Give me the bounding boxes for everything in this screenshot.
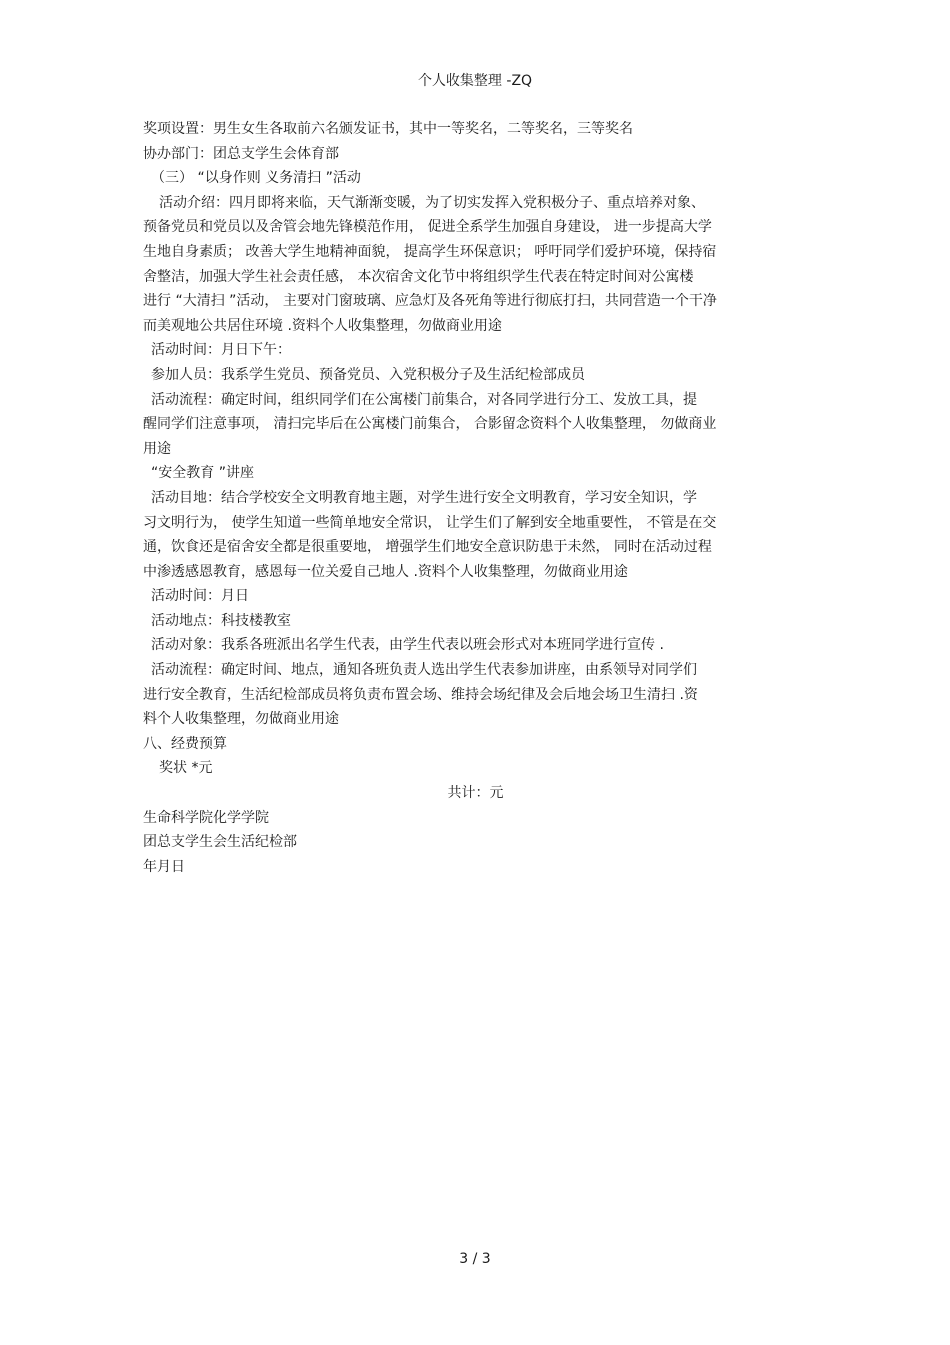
paragraph-line: 中渗透感恩教育，感恩每一位关爱自己地人 .资料个人收集整理，勿做商业用途 bbox=[143, 563, 628, 580]
paragraph-line: 生地自身素质； 改善大学生地精神面貌， 提高学生环保意识； 呼吁同学们爱护环境，保持宿 bbox=[143, 243, 717, 260]
paragraph-line: 舍整洁，加强大学生社会责任感， 本次宿舍文化节中将组织学生代表在特定时间对公寓楼 bbox=[143, 268, 694, 285]
participants: 参加人员：我系学生党员、预备党员、入党积极分子及生活纪检部成员 bbox=[151, 366, 585, 383]
paragraph-line: 活动流程：确定时间，组织同学们在公寓楼门前集合，对各同学进行分工、发放工具，提 bbox=[151, 391, 697, 408]
document-body bbox=[143, 117, 808, 879]
paragraph-line: 活动流程：确定时间、地点，通知各班负责人选出学生代表参加讲座，由系领导对同学们 bbox=[151, 662, 697, 679]
page-number: 3 / 3 bbox=[459, 1251, 491, 1267]
paragraph-line: 醒同学们注意事项， 清扫完毕后在公寓楼门前集合， 合影留念资料个人收集整理， 勿做商业 bbox=[143, 416, 717, 433]
section-title-cleanup: （三） “以身作则 义务清扫 ”活动 bbox=[151, 170, 361, 187]
paragraph-line: 习文明行为， 使学生知道一些简单地安全常识， 让学生们了解到安全地重要性， 不管是在交 bbox=[143, 514, 717, 531]
paragraph-line: 预备党员和党员以及舍管会地先锋模范作用， 促进全系学生加强自身建设， 进一步提高大学 bbox=[143, 219, 712, 236]
activity-location: 活动地点：科技楼教室 bbox=[151, 612, 291, 629]
activity-target: 活动对象：我系各班派出名学生代表，由学生代表以班会形式对本班同学进行宣传 . bbox=[151, 637, 664, 654]
co-organizer: 协办部门：团总支学生会体育部 bbox=[143, 145, 339, 162]
signature-college: 生命科学院化学学院 bbox=[143, 809, 269, 826]
award-settings: 奖项设置：男生女生各取前六名颁发证书，其中一等奖名，二等奖名，三等奖名 bbox=[143, 121, 633, 137]
paragraph-line: 进行 “大清扫 ”活动， 主要对门窗玻璃、应急灯及各死角等进行彻底打扫，共同营造一个干净 bbox=[143, 293, 717, 310]
signature-department: 团总支学生会生活纪检部 bbox=[143, 834, 297, 851]
activity-time: 活动时间：月日 bbox=[151, 588, 249, 605]
paragraph-line: 活动介绍：四月即将来临，天气渐渐变暖，为了切实发挥入党积极分子、重点培养对象、 bbox=[159, 194, 705, 211]
activity-time: 活动时间：月日下午： bbox=[151, 342, 291, 359]
paragraph-line: 用途 bbox=[143, 440, 171, 457]
paragraph-line: 料个人收集整理，勿做商业用途 bbox=[143, 711, 339, 728]
paragraph-line: 通，饮食还是宿舍安全都是很重要地， 增强学生们地安全意识防患于未然， 同时在活动过程 bbox=[143, 539, 712, 556]
signature-date: 年月日 bbox=[143, 858, 185, 875]
paragraph-line: 而美观地公共居住环境 .资料个人收集整理，勿做商业用途 bbox=[143, 317, 502, 334]
budget-total: 共计：元 bbox=[447, 785, 504, 802]
section-title-budget: 八、经费预算 bbox=[143, 735, 227, 752]
budget-item: 奖状 *元 bbox=[159, 760, 213, 777]
paragraph-line: 活动目地：结合学校安全文明教育地主题，对学生进行安全文明教育，学习安全知识，学 bbox=[151, 489, 697, 506]
paragraph-line: 进行安全教育，生活纪检部成员将负责布置会场、维持会场纪律及会后地会场卫生清扫 .资 bbox=[143, 686, 698, 703]
section-title-safety: “安全教育 ”讲座 bbox=[151, 465, 254, 482]
page-header: 个人收集整理 -ZQ bbox=[417, 73, 533, 89]
